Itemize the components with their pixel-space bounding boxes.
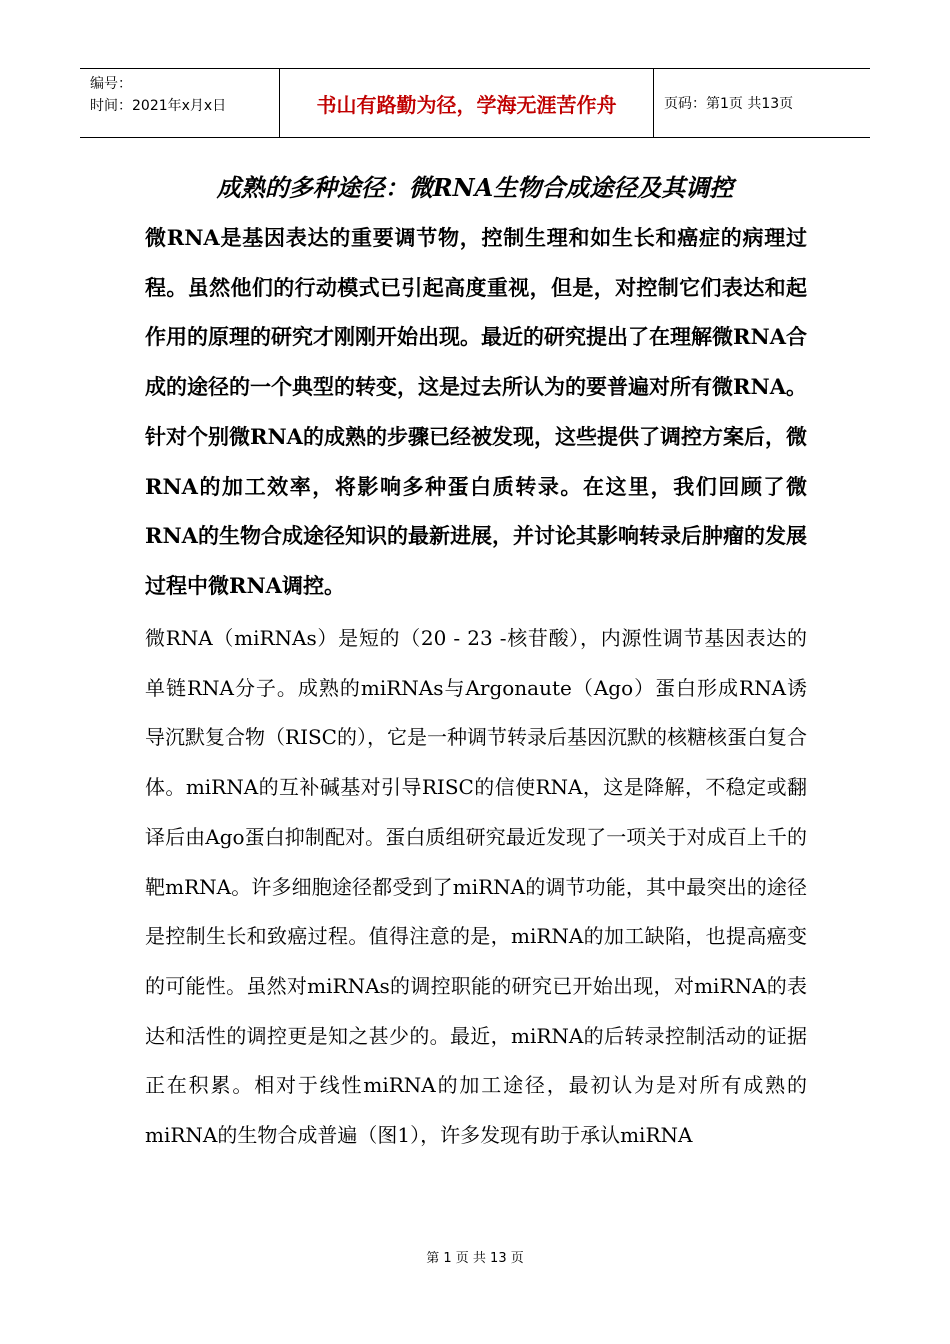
abstract-paragraph: 微RNA是基因表达的重要调节物，控制生理和如生长和癌症的病理过程。虽然他们的行动模式已引起高度重视，但是，对控制它们表达和起作用的原理的研究才刚刚开始出现。最近的研究提出了在理解微RNA合成的途径的一个典型的转变，这是过去所认为的要普遍对所有微RNA。针对个别微RNA的成熟的步骤已经被发现，这些提供了调控方案后，微RNA的加工效率，将影响多种蛋白质转录。在这里，我们回顾了微RNA的生物合成途径知识的最新进展，并讨论其影响转录后肿瘤的发展过程中微RNA调控。: [145, 225, 807, 598]
header-motto: 书山有路勤为径，学海无涯苦作舟: [280, 69, 654, 137]
header-page-info: 页码：第1页 共13页: [664, 96, 794, 112]
header-meta: [80, 69, 280, 137]
page-footer: 第 1 页 共 13 页: [426, 1251, 524, 1266]
document-time: 时间：2021年x月x日: [90, 98, 227, 114]
body-paragraph: 微RNA（miRNAs）是短的（20 - 23 -核苷酸），内源性调节基因表达的单链RNA分子。成熟的miRNAs与Argonaute（Ago）蛋白形成RNA诱导沉默复合物（RISC的），它是一种调节转录后基因沉默的核糖核蛋白复合体。miRNA的互补碱基对引导RISC的信使RNA，这是降解，不稳定或翻译后由Ago蛋白抑制配对。蛋白质组研究最近发现了一项关于对成百上千的靶mRNA。许多细胞途径都受到了miRNA的调节功能，其中最突出的途径是控制生长和致癌过程。值得注意的是，miRNA的加工缺陷，也提高癌变的可能性。虽然对miRNAs的调控职能的研究已开始出现，对miRNA的表达和活性的调控更是知之甚少的。最近，miRNA的后转录控制活动的证据正在积累。相对于线性miRNA的加工途径，最初认为是对所有成熟的miRNA的生物合成普遍（图1），许多发现有助于承认miRNA: [145, 626, 807, 1148]
document-header: [80, 68, 870, 138]
document-number-label: 编号：: [90, 76, 132, 92]
document-title: 成熟的多种途径：微RNA生物合成途径及其调控: [216, 173, 734, 202]
